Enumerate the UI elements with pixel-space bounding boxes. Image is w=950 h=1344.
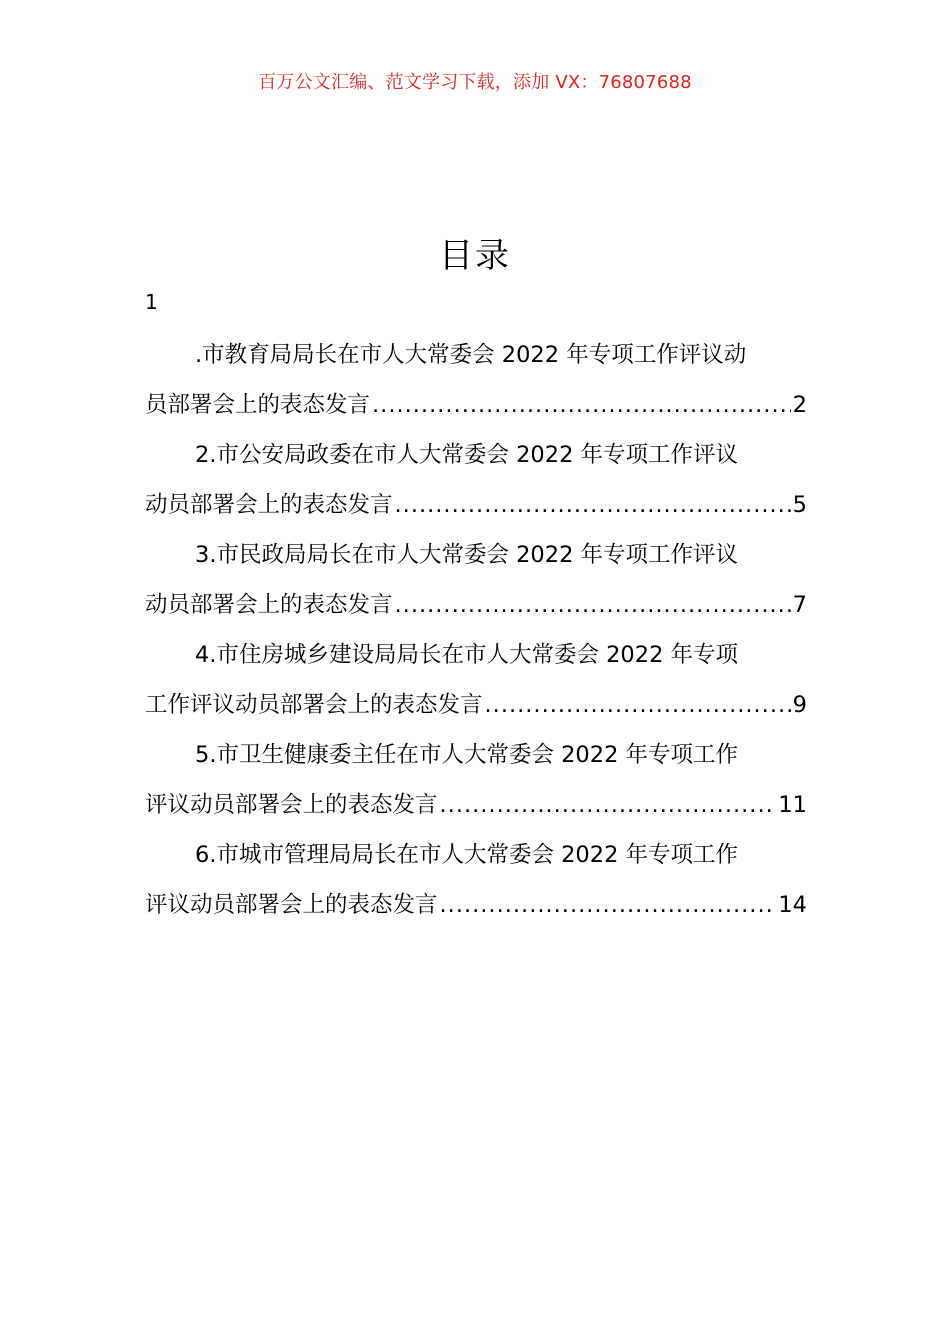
toc-entry[interactable] — [145, 530, 807, 630]
toc-entry[interactable] — [145, 730, 807, 830]
toc-lead-number: 1 — [145, 290, 158, 314]
toc-entry-title-line2: 动员部署会上的表态发言 — [145, 492, 393, 518]
toc-page-number: 2 — [792, 392, 807, 418]
toc-page-number: 14 — [778, 892, 807, 918]
toc-leader-dots — [372, 380, 791, 430]
table-of-contents — [145, 330, 807, 930]
toc-leader-dots — [395, 480, 791, 530]
toc-entry-title-line1: 4.市住房城乡建设局局长在市人大常委会 2022 年专项 — [195, 642, 739, 668]
toc-entry-title-line2: 评议动员部署会上的表态发言 — [145, 892, 438, 918]
toc-entry-title-line1: .市教育局局长在市人大常委会 2022 年专项工作评议动 — [195, 342, 747, 368]
toc-leader-dots — [440, 780, 777, 830]
toc-page-number: 9 — [792, 692, 807, 718]
toc-entry[interactable] — [145, 830, 807, 930]
toc-entry-title-line2: 员部署会上的表态发言 — [145, 392, 371, 418]
toc-entry[interactable] — [145, 330, 807, 430]
toc-leader-dots — [395, 580, 791, 630]
watermark-header: 百万公文汇编、范文学习下载，添加 VX：76807688 — [258, 72, 692, 93]
toc-page-number: 7 — [792, 592, 807, 618]
toc-leader-dots — [440, 880, 777, 930]
toc-entry-title-line2: 工作评议动员部署会上的表态发言 — [145, 692, 483, 718]
toc-entry-title-line1: 3.市民政局局长在市人大常委会 2022 年专项工作评议 — [195, 542, 739, 568]
toc-entry-title-line2: 评议动员部署会上的表态发言 — [145, 792, 438, 818]
toc-entry-title-line1: 5.市卫生健康委主任在市人大常委会 2022 年专项工作 — [195, 742, 739, 768]
toc-entry[interactable] — [145, 430, 807, 530]
toc-entry-title-line1: 2.市公安局政委在市人大常委会 2022 年专项工作评议 — [195, 442, 739, 468]
toc-page-number: 5 — [792, 492, 807, 518]
toc-entry[interactable] — [145, 630, 807, 730]
toc-page-number: 11 — [778, 792, 807, 818]
toc-leader-dots — [485, 680, 791, 730]
toc-entry-title-line2: 动员部署会上的表态发言 — [145, 592, 393, 618]
page-title: 目录 — [439, 236, 511, 276]
toc-entry-title-line1: 6.市城市管理局局长在市人大常委会 2022 年专项工作 — [195, 842, 739, 868]
